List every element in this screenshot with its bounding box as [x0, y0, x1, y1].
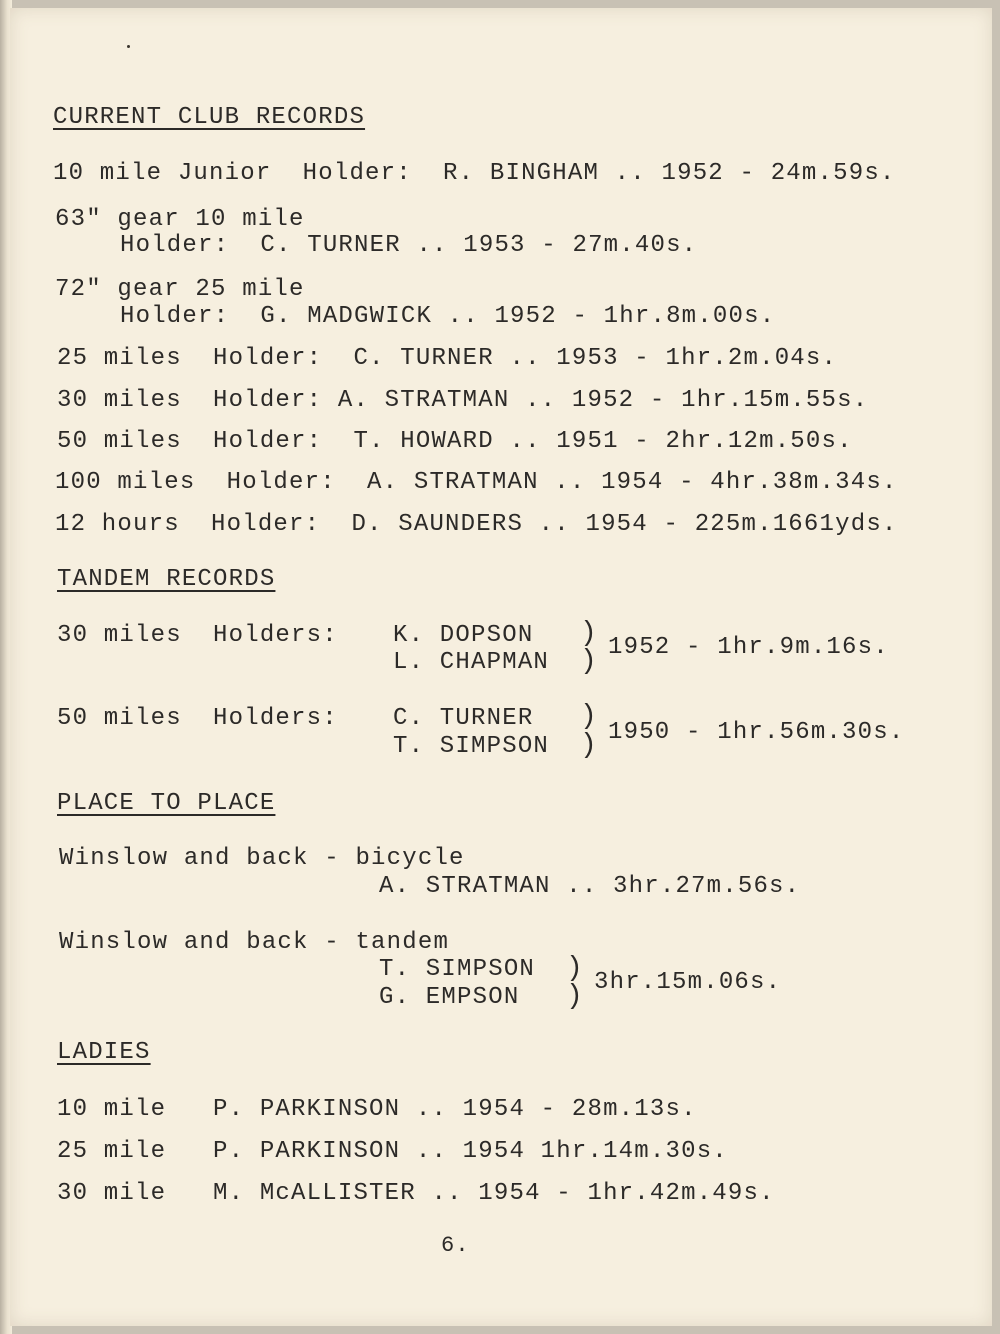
ink-fleck — [127, 45, 130, 48]
record-10-mile-junior: 10 mile Junior Holder: R. BINGHAM .. 1952 - 24m.59s. — [53, 160, 896, 187]
tandem-50-rider-1: C. TURNER — [393, 705, 534, 732]
record-12-hours: 12 hours Holder: D. SAUNDERS .. 1954 - 225m.1661yds. — [55, 511, 898, 538]
record-72-gear-holder: Holder: G. MADGWICK .. 1952 - 1hr.8m.00s. — [120, 303, 776, 330]
tandem-50-result: 1950 - 1hr.56m.30s. — [608, 719, 905, 746]
place-tandem-label: Winslow and back - tandem — [59, 929, 450, 956]
brace-mark: ) — [580, 646, 599, 677]
ladies-30-mile: 30 mile M. McALLISTER .. 1954 - 1hr.42m.49s. — [57, 1180, 775, 1207]
heading-place-to-place: PLACE TO PLACE — [57, 790, 276, 817]
place-tandem-result: 3hr.15m.06s. — [594, 969, 782, 996]
brace-mark: ) — [566, 953, 585, 984]
brace-mark: ) — [580, 618, 599, 649]
place-tandem-rider-2: G. EMPSON — [379, 984, 520, 1011]
ladies-25-mile: 25 mile P. PARKINSON .. 1954 1hr.14m.30s. — [57, 1138, 728, 1165]
record-30-miles: 30 miles Holder: A. STRATMAN .. 1952 - 1hr.15m.55s. — [57, 387, 869, 414]
place-tandem-rider-1: T. SIMPSON — [379, 956, 536, 983]
tandem-30-rider-1: K. DOPSON — [393, 622, 534, 649]
page-number: 6. — [441, 1233, 470, 1258]
tandem-30-label: 30 miles Holders: — [57, 622, 338, 649]
place-bicycle-label: Winslow and back - bicycle — [59, 845, 465, 872]
tandem-30-rider-2: L. CHAPMAN — [393, 649, 550, 676]
ladies-10-mile: 10 mile P. PARKINSON .. 1954 - 28m.13s. — [57, 1096, 697, 1123]
record-50-miles: 50 miles Holder: T. HOWARD .. 1951 - 2hr.12m.50s. — [57, 428, 853, 455]
record-63-gear-title: 63" gear 10 mile — [55, 206, 305, 233]
heading-tandem-records: TANDEM RECORDS — [57, 566, 276, 593]
record-72-gear-title: 72" gear 25 mile — [55, 276, 305, 303]
place-bicycle-record: A. STRATMAN .. 3hr.27m.56s. — [379, 873, 801, 900]
brace-mark: ) — [580, 730, 599, 761]
record-100-miles: 100 miles Holder: A. STRATMAN .. 1954 - 4hr.38m.34s. — [55, 469, 898, 496]
tandem-50-rider-2: T. SIMPSON — [393, 733, 550, 760]
brace-mark: ) — [566, 981, 585, 1012]
heading-ladies: LADIES — [57, 1039, 151, 1066]
record-25-miles: 25 miles Holder: C. TURNER .. 1953 - 1hr.2m.04s. — [57, 345, 838, 372]
record-63-gear-holder: Holder: C. TURNER .. 1953 - 27m.40s. — [120, 232, 698, 259]
brace-mark: ) — [580, 701, 599, 732]
tandem-30-result: 1952 - 1hr.9m.16s. — [608, 634, 889, 661]
tandem-50-label: 50 miles Holders: — [57, 705, 338, 732]
heading-current-club-records: CURRENT CLUB RECORDS — [53, 104, 366, 131]
